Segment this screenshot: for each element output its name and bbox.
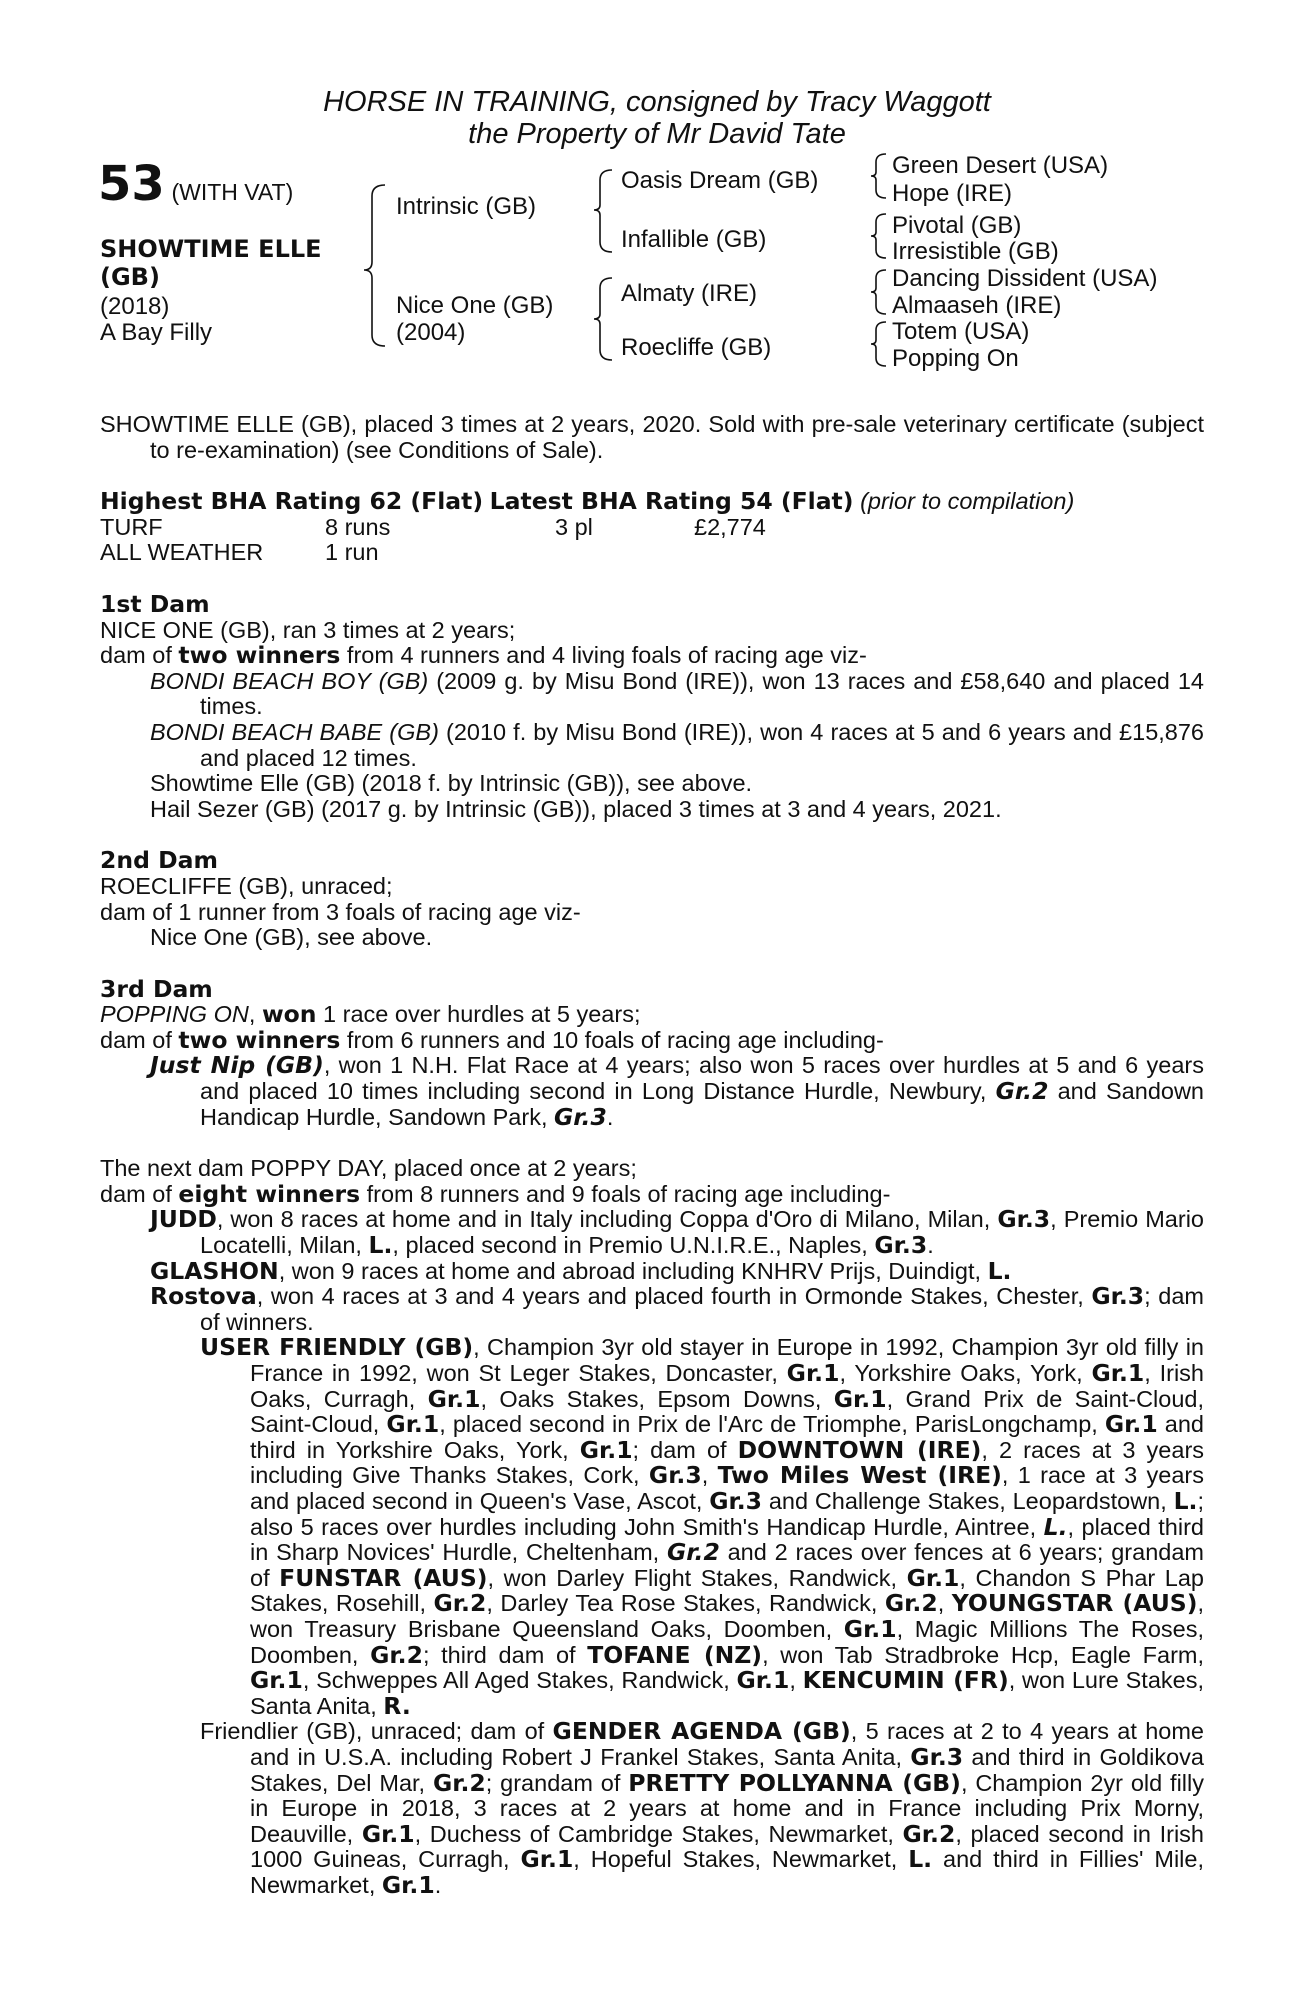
turf-prize: £2,774	[694, 513, 766, 540]
text-run: Gr.3	[709, 1486, 763, 1515]
text-run: , Premio Mario Locatelli, Milan,	[200, 1206, 1204, 1259]
produce-judd	[100, 1207, 1204, 1258]
text-run: ,	[937, 1590, 952, 1617]
text-run: ; also 5 races over hurdles including John Smith's Handicap Hurdle, Aintree,	[250, 1487, 1204, 1540]
turf-placings: 3 pl	[555, 513, 593, 540]
produce-showtime-elle: Showtime Elle (GB) (2018 f. by Intrinsic (GB)), see above.	[150, 770, 753, 797]
text-run: , Champion 2yr old filly in Europe in 2018, 3 races at 2 years at home and in France including Prix Morny, Deauville,	[250, 1769, 1204, 1847]
text-run: L.	[1043, 1512, 1068, 1541]
text-run: Gr.1	[906, 1563, 960, 1592]
pedigree-bracket-ss	[871, 154, 886, 198]
text-run: L.	[368, 1231, 393, 1260]
catalogue-body	[100, 412, 1204, 1898]
pedigree-sss: Green Desert (USA)	[892, 152, 1109, 179]
vat-note: (WITH VAT)	[171, 179, 294, 205]
text-run: Gr.1	[250, 1666, 303, 1695]
text-run: L.	[1173, 1486, 1198, 1515]
text-run: , won Lure Stakes, Santa Anita,	[250, 1667, 1204, 1719]
text-run: , Schweppes All Aged Stakes, Randwick,	[302, 1667, 737, 1694]
header-property: the Property of Mr David Tate	[468, 118, 846, 150]
produce-glashon	[100, 1256, 1204, 1285]
text-run: Gr.1	[1091, 1359, 1145, 1387]
text-run: , 1 race at 3 years and placed second in Queen's Vase, Ascot,	[250, 1462, 1205, 1514]
second-dam-produce: dam of 1 runner from 3 foals of racing age viz-	[100, 898, 581, 925]
third-dam-line: POPPING ON, won 1 race over hurdles at 5 years;	[100, 1000, 641, 1029]
produce-nice-one: Nice One (GB), see above.	[150, 924, 433, 951]
next-dam-produce: dam of eight winners from 8 runners and 9 foals of racing age including-	[100, 1179, 891, 1208]
text-run: Gr.1	[833, 1384, 887, 1413]
text-run: , placed second in Prix de l'Arc de Triomphe, ParisLongchamp,	[439, 1411, 1105, 1438]
pedigree-bracket-ds	[871, 270, 886, 314]
text-run: , Yorkshire Oaks, York,	[839, 1360, 1092, 1386]
text-run: , Grand Prix de Saint-Cloud, Saint-Cloud,	[250, 1385, 1204, 1438]
text-run: Gr.2	[902, 1819, 956, 1848]
text-run: , placed third in Sharp Novices' Hurdle, Cheltenham,	[250, 1513, 1204, 1566]
text-run: , Champion 3yr old stayer in Europe in 1992, Champion 3yr old filly in France in 1992, won St Leger Stakes, Doncaster,	[250, 1334, 1204, 1386]
winner-count: two winners	[178, 641, 341, 670]
text-run: Gr.1	[381, 1870, 435, 1899]
text-run: Gr.1	[427, 1384, 481, 1413]
second-dam-heading: 2nd Dam	[100, 846, 218, 875]
text-run: .	[434, 1871, 442, 1898]
pedigree-sdd: Irresistible (GB)	[892, 238, 1059, 265]
text-run: Gr.1	[736, 1666, 790, 1695]
pedigree-dam-sire: Almaty (IRE)	[621, 280, 758, 307]
aw-label: ALL WEATHER	[100, 539, 264, 566]
text-run: Gr.1	[579, 1435, 633, 1464]
text-run: , won Darley Flight Stakes, Randwick,	[487, 1564, 907, 1591]
text-run: USER FRIENDLY (GB)	[200, 1333, 474, 1362]
text-run: Friendlier (GB), unraced; dam of	[200, 1718, 553, 1745]
header-consignor: HORSE IN TRAINING, consigned by Tracy Waggott	[323, 86, 991, 118]
produce-friendlier	[100, 1719, 1204, 1898]
text-run: and third in Goldikova Stakes, Del Mar,	[250, 1743, 1204, 1796]
text-run: Gr.1	[386, 1410, 440, 1439]
third-dam-heading: 3rd Dam	[100, 974, 213, 1003]
produce-rostova	[100, 1284, 1204, 1335]
text-run: , Irish Oaks, Curragh,	[250, 1360, 1204, 1412]
lot-number: 53	[98, 156, 165, 212]
produce-hail-sezer: Hail Sezer (GB) (2017 g. by Intrinsic (GB)), placed 3 times at 3 and 4 years, 2021.	[150, 795, 1002, 822]
text-run: GENDER AGENDA (GB)	[552, 1717, 851, 1746]
text-run: , Duchess of Cambridge Stakes, Newmarket,	[414, 1820, 903, 1847]
text-run: Gr.1	[786, 1359, 840, 1387]
produce-bondi-beach-babe: BONDI BEACH BABE (GB) (2010 f. by Misu Bond (IRE)), won 4 races at 5 and 6 years and £15,876 and placed 12 times.	[150, 718, 1204, 771]
highest-rating: Highest BHA Rating 62 (Flat)	[100, 487, 484, 516]
text-run: YOUNGSTAR (AUS)	[951, 1589, 1198, 1618]
text-run: and 2 races over fences at 6 years; grandam of	[250, 1539, 1204, 1591]
first-dam-produce: dam of two winners from 4 runners and 4 living foals of racing age viz-	[100, 641, 867, 670]
text-run: , Oaks Stakes, Epsom Downs,	[480, 1385, 834, 1412]
text-run: Gr.2	[884, 1589, 938, 1618]
foaling-year: (2018)	[100, 293, 170, 320]
text-run: , won 8 races at home and in Italy including Coppa d'Oro di Milano, Milan,	[216, 1206, 998, 1233]
text-run: Gr.1	[1104, 1410, 1158, 1439]
ratings-note: (prior to compilation)	[860, 488, 1075, 515]
pedigree-sire-sire: Oasis Dream (GB)	[621, 167, 819, 194]
pedigree-ddd: Popping On	[892, 345, 1019, 372]
text-run: JUDD	[150, 1205, 217, 1234]
text-run: ; dam of winners.	[200, 1283, 1204, 1335]
turf-record	[100, 515, 1204, 541]
produce-just-nip: Just Nip (GB), won 1 N.H. Flat Race at 4 years; also won 5 races over hurdles at 5 and 6 years and placed 10 times including second in Long Distance Hurdle, Newbury, Gr.2 and Sandown Handicap Hurdle, Sandown Park, Gr.3.	[150, 1051, 1204, 1131]
text-run: GLASHON	[150, 1256, 279, 1285]
text-run: FUNSTAR (AUS)	[279, 1563, 488, 1592]
latest-rating: Latest BHA Rating 54 (Flat)	[489, 487, 854, 516]
text-run: PRETTY POLLYANNA (GB)	[628, 1768, 961, 1797]
text-run: Gr.2	[432, 1768, 486, 1797]
all-weather-record	[100, 540, 1204, 566]
text-run: L.	[908, 1845, 933, 1874]
text-run: L.	[987, 1256, 1012, 1285]
text-run: Rostova	[150, 1282, 257, 1311]
text-run: , won Tab Stradbroke Hcp, Eagle Farm,	[762, 1641, 1205, 1668]
text-run: Gr.1	[361, 1819, 415, 1848]
pedigree-sire: Intrinsic (GB)	[396, 193, 537, 220]
text-run: Two Miles West (IRE)	[717, 1461, 1002, 1490]
ratings-line	[100, 489, 1204, 515]
text-run: ; dam of	[632, 1436, 738, 1463]
pedigree-dam-bracket	[594, 278, 612, 360]
text-run: Gr.2	[667, 1538, 720, 1567]
pedigree-bracket-dd	[871, 322, 886, 366]
horse-name: SHOWTIME ELLE	[100, 235, 322, 263]
third-dam-produce: dam of two winners from 6 runners and 10 foals of racing age including-	[100, 1025, 884, 1054]
turf-label: TURF	[100, 513, 163, 540]
text-run: Gr.3	[997, 1205, 1051, 1234]
pedigree-bracket-sd	[871, 214, 886, 258]
pedigree-dam-year: (2004)	[396, 319, 466, 346]
text-run: ,	[789, 1667, 803, 1694]
produce-bondi-beach-boy: BONDI BEACH BOY (GB) (2009 g. by Misu Bond (IRE)), won 13 races and £58,640 and placed 14 times.	[150, 667, 1204, 720]
aw-runs: 1 run	[325, 539, 379, 566]
text-run: , won 9 races at home and abroad including KNHRV Prijs, Duindigt,	[278, 1257, 988, 1284]
text-run: and third in Yorkshire Oaks, York,	[250, 1411, 1204, 1463]
horse-description: A Bay Filly	[100, 319, 213, 346]
text-run: and Challenge Stakes, Leopardstown,	[762, 1487, 1174, 1514]
text-run: , Hopeful Stakes, Newmarket,	[573, 1846, 909, 1873]
intro-paragraph: SHOWTIME ELLE (GB), placed 3 times at 2 years, 2020. Sold with pre-sale veterinary certificate (subject to re-examination) (see Conditions of Sale).	[100, 411, 1204, 463]
text-run: Gr.2	[433, 1589, 487, 1618]
produce-user-friendly	[100, 1335, 1204, 1719]
text-run: and third in Fillies' Mile, Newmarket,	[250, 1846, 1204, 1898]
text-run: Gr.3	[874, 1231, 928, 1260]
text-run: .	[927, 1232, 934, 1259]
text-run: R.	[383, 1691, 411, 1720]
text-run: KENCUMIN (FR)	[802, 1666, 1009, 1695]
text-run: Gr.1	[520, 1845, 574, 1874]
pedigree-main-bracket	[364, 185, 385, 346]
pedigree-dds: Totem (USA)	[892, 318, 1030, 345]
first-dam-heading: 1st Dam	[100, 589, 210, 618]
pedigree-sire-dam: Infallible (GB)	[621, 226, 767, 253]
text-run: Gr.3	[910, 1742, 964, 1771]
text-run: , placed second in Irish 1000 Guineas, Curragh,	[250, 1820, 1205, 1873]
second-dam-line: ROECLIFFE (GB), unraced;	[100, 872, 393, 899]
text-run: , Chandon S Phar Lap Stakes, Rosehill,	[250, 1564, 1204, 1617]
first-dam-line: NICE ONE (GB), ran 3 times at 2 years;	[100, 616, 516, 643]
text-run: , 5 races at 2 to 4 years at home and in U.S.A. including Robert J Frankel Stakes, Santa Anita,	[250, 1718, 1205, 1770]
text-run: , Darley Tea Rose Stakes, Randwick,	[486, 1590, 885, 1617]
text-run: ; third dam of	[422, 1641, 588, 1668]
text-run: Gr.2	[370, 1640, 423, 1669]
text-run: ,	[701, 1462, 718, 1489]
text-run: , 2 races at 3 years including Give Thanks Stakes, Cork,	[250, 1436, 1205, 1489]
next-dam-line: The next dam POPPY DAY, placed once at 2 years;	[100, 1155, 637, 1182]
text-run: , won 4 races at 3 and 4 years and placed fourth in Ormonde Stakes, Chester,	[256, 1283, 1092, 1310]
pedigree-dam-dam: Roecliffe (GB)	[621, 334, 772, 361]
text-run: Gr.1	[843, 1614, 897, 1643]
text-run: , Magic Millions The Roses, Doomben,	[250, 1615, 1205, 1668]
text-run: , won Treasury Brisbane Queensland Oaks, Doomben,	[250, 1590, 1204, 1642]
pedigree-sds: Pivotal (GB)	[892, 212, 1022, 239]
horse-origin: (GB)	[100, 263, 160, 291]
pedigree-dss: Dancing Dissident (USA)	[892, 265, 1158, 292]
pedigree-sire-bracket	[594, 170, 612, 252]
turf-runs: 8 runs	[325, 513, 391, 540]
text-run: TOFANE (NZ)	[587, 1640, 763, 1669]
text-run: , placed second in Premio U.N.I.R.E., Naples,	[392, 1232, 875, 1259]
pedigree-dsd: Almaaseh (IRE)	[892, 292, 1062, 319]
text-run: Gr.3	[1091, 1282, 1145, 1311]
pedigree-ssd: Hope (IRE)	[892, 180, 1013, 207]
text-run: ; grandam of	[485, 1769, 629, 1796]
pedigree-dam: Nice One (GB)	[396, 292, 554, 319]
text-run: Gr.3	[648, 1461, 702, 1490]
text-run: DOWNTOWN (IRE)	[737, 1435, 982, 1464]
